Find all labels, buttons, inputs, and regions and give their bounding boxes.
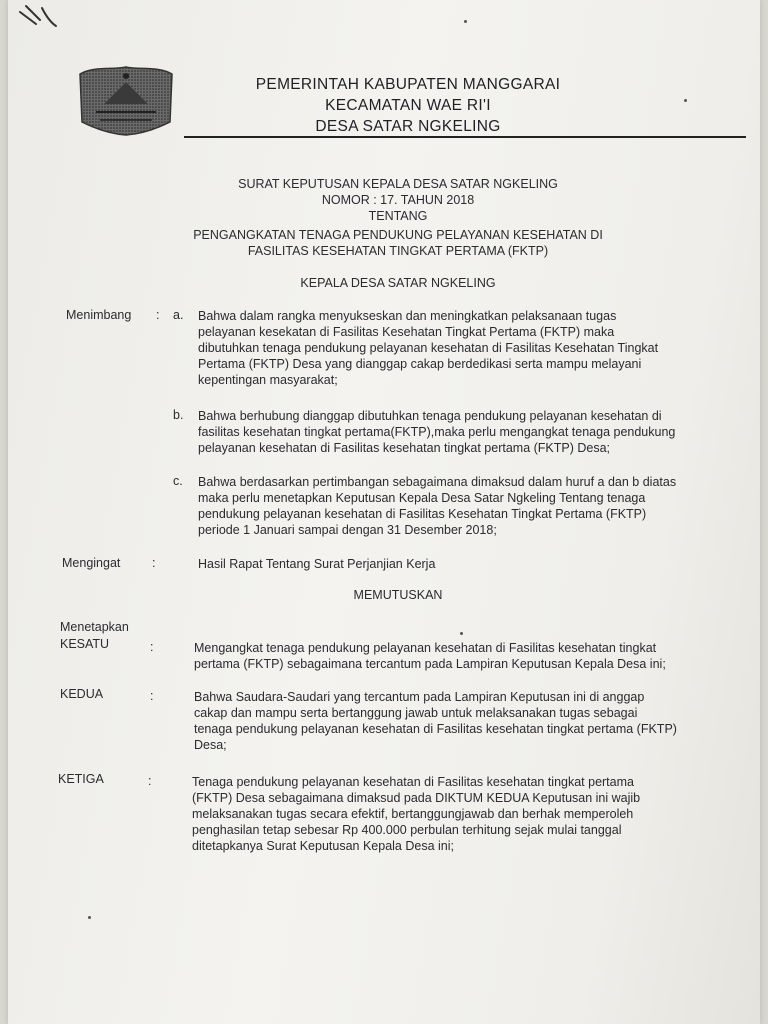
decree-subject-line-2: FASILITAS KESEHATAN TINGKAT PERTAMA (FKTP) [247, 244, 549, 258]
kedua-text: Bahwa Saudara-Saudari yang tercantum pada Lampiran Keputusan ini di anggap cakap dan mampu serta bertanggung jawab untuk melaksanakan tugas sebagai tenaga pendukung pelayanan kesehatan di Fasilitas kesehatan tingkat pertama (FKTP) Desa; [194, 690, 677, 752]
consideration-b-letter: b. [173, 408, 184, 422]
decree-subject-line-1: PENGANGKATAN TENAGA PENDUKUNG PELAYANAN KESEHATAN DI [193, 228, 603, 242]
regency-emblem-logo [74, 64, 178, 136]
consideration-b-text: Bahwa berhubung dianggap dibutuhkan tenaga pendukung pelayanan kesehatan di fasilitas kesehatan tingkat pertama(FKTP),maka perlu mengangkat tenaga pendukung pelayanan kesehatan di Fasilitas kesehatan tingkat pertama (FKTP) Desa; [198, 409, 676, 455]
menimbang-label: Menimbang [66, 308, 132, 322]
kedua-colon: : [150, 689, 154, 703]
handwritten-mark [16, 2, 64, 36]
district-name: KECAMATAN WAE RI'I [325, 97, 491, 114]
paper-speck [464, 20, 467, 23]
kesatu-text: Mengangkat tenaga pendukung pelayanan kesehatan di Fasilitas kesehatan tingkat pertama (FKTP) sebagaimana tercantum pada Lampiran Keputusan Kepala Desa ini; [194, 641, 666, 671]
mengingat-text: Hasil Rapat Tentang Surat Perjanjian Kerja [198, 557, 436, 571]
letterhead-rule [184, 136, 746, 138]
decree-number: NOMOR : 17. TAHUN 2018 [321, 193, 475, 207]
consideration-c-text: Bahwa berdasarkan pertimbangan sebagaimana dimaksud dalam huruf a dan b diatas maka perlu menetapkan Keputusan Kepala Desa Satar Ngkeling Tentang tenaga pendukung pelayanan kesehatan di Fasilitas Kesehatan Tingkat Pertama (FKTP) periode 1 Januari sampai dengan 31 Desember 2018; [198, 475, 677, 537]
government-name: PEMERINTAH KABUPATEN MANGGARAI [255, 76, 561, 93]
paper-speck [88, 916, 91, 919]
menetapkan-label: Menetapkan [60, 620, 129, 634]
mengingat-label: Mengingat [62, 556, 121, 570]
consideration-a-letter: a. [173, 308, 184, 322]
menimbang-colon: : [156, 308, 160, 322]
kesatu-label: KESATU [60, 637, 110, 651]
memutuskan-heading: MEMUTUSKAN [353, 588, 443, 602]
document-page [8, 0, 760, 1024]
paper-speck [684, 99, 687, 102]
kesatu-colon: : [150, 640, 154, 654]
decree-title: SURAT KEPUTUSAN KEPALA DESA SATAR NGKELING [238, 177, 558, 191]
mengingat-colon: : [152, 556, 156, 570]
ketiga-text: Tenaga pendukung pelayanan kesehatan di Fasilitas kesehatan tingkat pertama (FKTP) Desa sebagaimana dimaksud pada DIKTUM KEDUA Keputusan ini wajib melaksanakan tugas secara efektif, bertanggungjawab dan berhak memperoleh penghasilan tetap sebesar Rp 400.000 perbulan terhitung sejak mulai tanggal ditetapkanya Surat Keputusan Kepala Desa ini; [192, 775, 641, 853]
village-name: DESA SATAR NGKELING [315, 118, 501, 135]
authority-heading: KEPALA DESA SATAR NGKELING [300, 276, 496, 290]
ketiga-label: KETIGA [58, 772, 104, 786]
kedua-label: KEDUA [60, 687, 104, 701]
about-heading: TENTANG [368, 209, 428, 223]
consideration-c-letter: c. [173, 474, 183, 488]
ketiga-colon: : [148, 774, 152, 788]
consideration-a-text: Bahwa dalam rangka menyukseskan dan meningkatkan pelaksanaan tugas pelayanan kesekatan di Fasilitas Kesehatan Tingkat Pertama (FKTP) maka dibutuhkan tenaga pendukung pelayanan kesehatan di Fasilitas Kesehatan Tingkat Pertama (FKTP) Desa yang dianggap cakap berdedikasi serta mampu melayani kepentingan masyarakat; [198, 309, 659, 387]
paper-speck [460, 632, 463, 635]
